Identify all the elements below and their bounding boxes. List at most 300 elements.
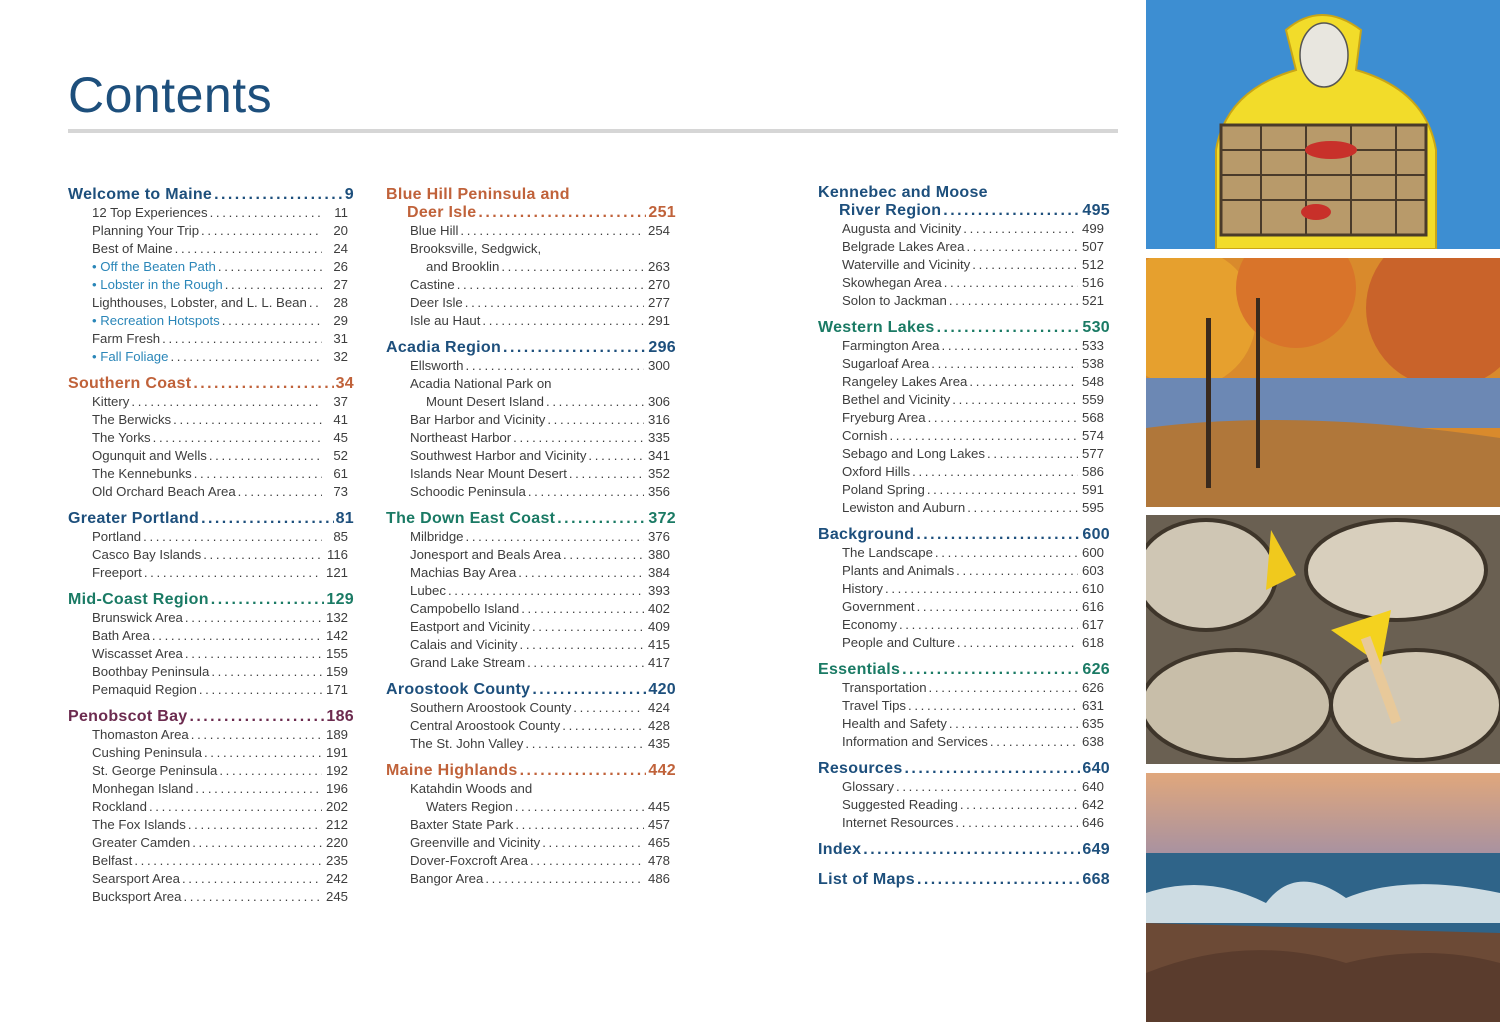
toc-entry[interactable] — [68, 627, 354, 645]
autumn-lake-photo-icon — [1146, 258, 1500, 507]
toc-entry-label: Waterville and Vicinity — [842, 257, 971, 272]
toc-entry-page: 380 — [647, 547, 670, 562]
toc-entry[interactable] — [818, 697, 1110, 715]
toc-entry-page: 635 — [1081, 716, 1104, 731]
section-heading[interactable] — [818, 526, 1110, 544]
toc-entry-line-1[interactable]: Acadia National Park on — [410, 376, 552, 391]
toc-entry-label: Farm Fresh — [92, 331, 161, 346]
section-page-number: 296 — [648, 339, 676, 356]
toc-entry-page: 277 — [647, 295, 670, 310]
toc-entry[interactable] — [68, 564, 354, 582]
toc-entry-label: Schoodic Peninsula — [410, 484, 526, 499]
toc-entry[interactable] — [818, 733, 1110, 751]
toc-entry-label: Best of Maine — [92, 241, 173, 256]
toc-entry[interactable] — [818, 562, 1110, 580]
toc-entry-label: Deer Isle — [410, 295, 463, 310]
toc-entry[interactable] — [68, 393, 354, 411]
toc-section-list-of-maps — [818, 871, 1110, 889]
toc-entry-page: 435 — [647, 736, 670, 751]
dot-leader — [520, 762, 647, 780]
toc-entry-page: 591 — [1081, 482, 1104, 497]
toc-entry-label: Thomaston Area — [92, 727, 189, 742]
dot-leader — [525, 735, 644, 753]
toc-entry-label: St. George Peninsula — [92, 763, 218, 778]
toc-entry[interactable] — [68, 447, 354, 465]
dot-leader — [520, 636, 644, 654]
section-title: Greater Portland — [68, 510, 200, 527]
dot-leader — [515, 816, 644, 834]
toc-entry-label: Grand Lake Stream — [410, 655, 526, 670]
dot-leader — [967, 499, 1078, 517]
toc-entry[interactable] — [68, 204, 354, 222]
dot-leader — [527, 654, 644, 672]
toc-entry-label: Portland — [92, 529, 142, 544]
toc-section-blue-hill-peninsula-and — [386, 186, 676, 330]
toc-entry[interactable] — [386, 618, 676, 636]
dot-leader — [478, 204, 646, 222]
section-title: Aroostook County — [386, 681, 531, 698]
toc-entry[interactable] — [818, 427, 1110, 445]
dot-leader — [219, 762, 322, 780]
dot-leader — [170, 348, 322, 366]
toc-entry-page: 202 — [325, 799, 348, 814]
dot-leader — [972, 256, 1078, 274]
toc-entry-page: 600 — [1081, 545, 1104, 560]
toc-entry[interactable] — [386, 546, 676, 564]
toc-entry-page: 189 — [325, 727, 348, 742]
toc-entry[interactable] — [386, 222, 676, 240]
toc-column-1 — [68, 186, 354, 915]
dot-leader — [896, 778, 1078, 796]
toc-entry-page: 638 — [1081, 734, 1104, 749]
toc-entry-page: 20 — [333, 223, 348, 238]
toc-entry-page: 424 — [647, 700, 670, 715]
section-page-number: 251 — [648, 204, 676, 221]
dot-leader — [929, 679, 1078, 697]
toc-entry[interactable] — [68, 546, 354, 564]
oysters-photo-icon — [1146, 515, 1500, 764]
toc-entry-page: 242 — [325, 871, 348, 886]
dot-leader — [902, 661, 1080, 679]
dot-leader — [573, 699, 644, 717]
section-heading[interactable] — [386, 762, 676, 780]
toc-entry-label: Eastport and Vicinity — [410, 619, 530, 634]
toc-entry[interactable] — [68, 276, 354, 294]
section-heading[interactable] — [68, 186, 354, 204]
dot-leader — [191, 726, 322, 744]
toc-entry-line-1[interactable]: Brooksville, Sedgwick, — [410, 241, 542, 256]
fisherman-illustration-icon — [1146, 0, 1500, 249]
section-title: Essentials — [818, 661, 901, 678]
toc-entry-page: 610 — [1081, 581, 1104, 596]
dot-leader — [546, 393, 644, 411]
toc-entry[interactable] — [68, 330, 354, 348]
toc-entry[interactable] — [386, 798, 676, 816]
toc-entry[interactable] — [818, 778, 1110, 796]
toc-entry-label: Glossary — [842, 779, 895, 794]
section-title-line-1[interactable]: Kennebec and Moose — [818, 184, 988, 201]
section-page-number: 668 — [1082, 871, 1110, 888]
toc-entry-label: Calais and Vicinity — [410, 637, 518, 652]
toc-entry-label: Old Orchard Beach Area — [92, 484, 236, 499]
toc-entry-label: Ogunquit and Wells — [92, 448, 207, 463]
toc-entry[interactable] — [818, 292, 1110, 310]
toc-entry[interactable] — [68, 645, 354, 663]
toc-entry[interactable] — [386, 699, 676, 717]
toc-section-resources — [818, 760, 1110, 832]
section-page-number: 420 — [648, 681, 676, 698]
toc-entry[interactable] — [818, 256, 1110, 274]
toc-entry-page: 352 — [647, 466, 670, 481]
toc-entry[interactable] — [818, 409, 1110, 427]
toc-entry-page: 376 — [647, 529, 670, 544]
toc-entry[interactable] — [818, 499, 1110, 517]
toc-entry-page: 27 — [333, 277, 348, 292]
toc-entry-page: 171 — [325, 682, 348, 697]
toc-entry[interactable] — [68, 294, 354, 312]
toc-entry[interactable] — [386, 600, 676, 618]
toc-entry[interactable] — [68, 429, 354, 447]
dot-leader — [482, 312, 644, 330]
toc-entry[interactable] — [386, 852, 676, 870]
toc-entry-label: Brunswick Area — [92, 610, 183, 625]
dot-leader — [460, 222, 644, 240]
section-heading[interactable] — [386, 510, 676, 528]
dot-leader — [889, 427, 1078, 445]
toc-entry[interactable] — [68, 222, 354, 240]
toc-entry-label: Pemaquid Region — [92, 682, 197, 697]
toc-entry[interactable] — [386, 564, 676, 582]
toc-entry[interactable] — [68, 870, 354, 888]
toc-entry[interactable] — [68, 348, 354, 366]
toc-entry-page: 577 — [1081, 446, 1104, 461]
toc-entry[interactable] — [68, 258, 354, 276]
dot-leader — [908, 697, 1078, 715]
toc-entry-label: Baxter State Park — [410, 817, 514, 832]
toc-entry-label: The Landscape — [842, 545, 933, 560]
toc-entry-label: Bethel and Vicinity — [842, 392, 951, 407]
toc-entry[interactable] — [818, 355, 1110, 373]
dot-leader — [201, 222, 322, 240]
toc-entry-label: Cushing Peninsula — [92, 745, 202, 760]
toc-entry-label: Health and Safety — [842, 716, 947, 731]
dot-leader — [987, 445, 1078, 463]
toc-entry-label: Government — [842, 599, 915, 614]
toc-entry-label: History — [842, 581, 884, 596]
dot-leader — [465, 294, 644, 312]
toc-entry[interactable] — [818, 580, 1110, 598]
section-heading[interactable] — [386, 681, 676, 699]
toc-entry-label: Freeport — [92, 565, 142, 580]
toc-entry-page: 548 — [1081, 374, 1104, 389]
toc-entry[interactable] — [818, 481, 1110, 499]
dot-leader — [955, 814, 1078, 832]
toc-entry[interactable] — [386, 735, 676, 753]
dot-leader — [218, 258, 322, 276]
toc-entry-label: Transportation — [842, 680, 927, 695]
section-heading[interactable] — [68, 591, 354, 609]
toc-entry-page: 574 — [1081, 428, 1104, 443]
dot-leader — [569, 465, 644, 483]
toc-entry[interactable] — [386, 276, 676, 294]
toc-entry-page: 642 — [1081, 797, 1104, 812]
toc-entry-page: 32 — [333, 349, 348, 364]
toc-entry-page: 415 — [647, 637, 670, 652]
section-title: Acadia Region — [386, 339, 502, 356]
toc-entry-page: 516 — [1081, 275, 1104, 290]
toc-section-the-down-east-coast — [386, 510, 676, 672]
toc-entry-page: 335 — [647, 430, 670, 445]
dot-leader — [309, 294, 322, 312]
toc-entry[interactable] — [68, 852, 354, 870]
toc-entry[interactable] — [386, 312, 676, 330]
toc-entry[interactable] — [818, 679, 1110, 697]
toc-entry[interactable] — [386, 483, 676, 501]
section-page-number: 186 — [326, 708, 354, 725]
dot-leader — [521, 600, 644, 618]
toc-entry-page: 220 — [325, 835, 348, 850]
dot-leader — [530, 852, 644, 870]
section-title: Welcome to Maine — [68, 186, 213, 203]
section-title-line-2: River Region — [839, 202, 942, 219]
section-title: Index — [818, 841, 862, 858]
toc-entry-page: 646 — [1081, 815, 1104, 830]
section-heading[interactable] — [818, 661, 1110, 679]
toc-entry-page: 486 — [647, 871, 670, 886]
toc-entry-page: 235 — [325, 853, 348, 868]
toc-entry[interactable] — [386, 870, 676, 888]
toc-entry-page: 196 — [325, 781, 348, 796]
section-title: Southern Coast — [68, 375, 192, 392]
toc-column-2 — [386, 186, 676, 897]
toc-entry[interactable] — [386, 717, 676, 735]
dot-leader — [185, 609, 322, 627]
section-heading[interactable] — [818, 319, 1110, 337]
toc-entry[interactable] — [68, 744, 354, 762]
section-title: Mid-Coast Region — [68, 591, 209, 608]
toc-entry[interactable] — [386, 816, 676, 834]
toc-entry[interactable] — [68, 528, 354, 546]
toc-entry-label: Rangeley Lakes Area — [842, 374, 968, 389]
toc-entry-page: 586 — [1081, 464, 1104, 479]
toc-entry[interactable] — [68, 240, 354, 258]
toc-entry-label: Isle au Haut — [410, 313, 481, 328]
toc-section-welcome-to-maine — [68, 186, 354, 366]
toc-section-background — [818, 526, 1110, 652]
toc-entry-page: 29 — [333, 313, 348, 328]
toc-entry[interactable] — [386, 258, 676, 276]
toc-entry-page: 45 — [333, 430, 348, 445]
toc-entry-page: 617 — [1081, 617, 1104, 632]
toc-entry[interactable] — [68, 726, 354, 744]
toc-entry[interactable] — [68, 312, 354, 330]
section-page-number: 600 — [1082, 526, 1110, 543]
toc-entry-label: 12 Top Experiences — [92, 205, 208, 220]
section-page-number: 9 — [344, 186, 354, 203]
toc-entry[interactable] — [68, 483, 354, 501]
dot-leader — [503, 339, 646, 357]
toc-entry[interactable] — [386, 411, 676, 429]
toc-section-acadia-region — [386, 339, 676, 501]
dot-leader — [931, 355, 1078, 373]
dot-leader — [214, 186, 343, 204]
toc-entry[interactable] — [818, 373, 1110, 391]
toc-entry[interactable] — [818, 220, 1110, 238]
section-page-number: 442 — [648, 762, 676, 779]
toc-entry-label: Oxford Hills — [842, 464, 911, 479]
toc-entry-page: 73 — [333, 484, 348, 499]
toc-entry[interactable] — [68, 663, 354, 681]
dot-leader — [563, 546, 644, 564]
toc-entry[interactable] — [818, 463, 1110, 481]
toc-entry[interactable] — [68, 888, 354, 906]
toc-entry-label: Poland Spring — [842, 482, 925, 497]
toc-entry[interactable] — [386, 465, 676, 483]
toc-entry-page: 409 — [647, 619, 670, 634]
toc-entry[interactable] — [386, 393, 676, 411]
toc-entry-label: Southwest Harbor and Vicinity — [410, 448, 587, 463]
toc-entry[interactable] — [386, 357, 676, 375]
dot-leader — [190, 708, 325, 726]
section-heading[interactable] — [68, 510, 354, 528]
toc-entry[interactable] — [818, 796, 1110, 814]
toc-entry-label: Solon to Jackman — [842, 293, 947, 308]
dot-leader — [528, 483, 644, 501]
section-heading[interactable] — [818, 871, 1110, 889]
toc-entry[interactable] — [68, 816, 354, 834]
toc-entry-label: The Yorks — [92, 430, 151, 445]
section-heading[interactable] — [818, 202, 1110, 220]
toc-entry[interactable] — [818, 544, 1110, 562]
toc-entry-label: Farmington Area — [842, 338, 940, 353]
toc-entry[interactable] — [68, 834, 354, 852]
toc-entry[interactable] — [818, 274, 1110, 292]
toc-entry-page: 631 — [1081, 698, 1104, 713]
toc-entry-page: 356 — [647, 484, 670, 499]
toc-entry[interactable] — [386, 582, 676, 600]
toc-entry-line-1[interactable]: Katahdin Woods and — [410, 781, 533, 796]
toc-entry-label: Blue Hill — [410, 223, 459, 238]
dot-leader — [225, 276, 322, 294]
toc-entry-label: Bar Harbor and Vicinity — [410, 412, 546, 427]
toc-entry-label: Machias Bay Area — [410, 565, 517, 580]
toc-entry-label: Planning Your Trip — [92, 223, 200, 238]
section-heading[interactable] — [818, 760, 1110, 778]
toc-entry[interactable] — [818, 391, 1110, 409]
dot-leader — [927, 481, 1078, 499]
toc-entry-page: 28 — [333, 295, 348, 310]
dot-leader — [466, 528, 644, 546]
toc-entry[interactable] — [68, 780, 354, 798]
toc-entry-page: 533 — [1081, 338, 1104, 353]
toc-entry-label: Economy — [842, 617, 897, 632]
toc-entry-label: Central Aroostook County — [410, 718, 561, 733]
section-heading[interactable] — [68, 375, 354, 393]
toc-entry-page: 155 — [325, 646, 348, 661]
toc-entry[interactable] — [386, 294, 676, 312]
dot-leader — [501, 258, 644, 276]
section-title-line-2: Deer Isle — [407, 204, 477, 221]
toc-entry[interactable] — [68, 609, 354, 627]
toc-entry-label: Belgrade Lakes Area — [842, 239, 965, 254]
section-title: Western Lakes — [818, 319, 935, 336]
toc-entry[interactable] — [386, 636, 676, 654]
toc-entry-label: Monhegan Island — [92, 781, 194, 796]
toc-entry[interactable] — [818, 598, 1110, 616]
toc-entry[interactable] — [68, 465, 354, 483]
dot-leader — [199, 681, 322, 699]
toc-entry-page: 402 — [647, 601, 670, 616]
toc-entry[interactable] — [386, 834, 676, 852]
dot-leader — [466, 357, 645, 375]
dot-leader — [532, 618, 644, 636]
toc-entry[interactable] — [386, 528, 676, 546]
toc-entry[interactable] — [818, 445, 1110, 463]
toc-entry-page: 417 — [647, 655, 670, 670]
section-heading[interactable] — [386, 204, 676, 222]
toc-entry[interactable] — [818, 337, 1110, 355]
toc-entry-label: Belfast — [92, 853, 133, 868]
toc-entry-page: 61 — [333, 466, 348, 481]
toc-entry[interactable] — [818, 238, 1110, 256]
toc-entry-label: People and Culture — [842, 635, 955, 650]
dot-leader — [966, 238, 1078, 256]
toc-entry[interactable] — [386, 429, 676, 447]
dot-leader — [949, 292, 1078, 310]
toc-section-kennebec-and-moose — [818, 184, 1110, 310]
section-page-number: 495 — [1082, 202, 1110, 219]
toc-entry-label: Sebago and Long Lakes — [842, 446, 985, 461]
toc-section-essentials — [818, 661, 1110, 751]
toc-entry-label: and Brooklin — [426, 259, 500, 274]
toc-section-maine-highlands — [386, 762, 676, 888]
title-rule — [68, 129, 1118, 133]
toc-entry-label: Travel Tips — [842, 698, 906, 713]
dot-leader — [944, 274, 1078, 292]
section-title: Resources — [818, 760, 903, 777]
toc-entry[interactable] — [818, 634, 1110, 652]
toc-entry-page: 116 — [326, 547, 348, 562]
dot-leader — [905, 760, 1081, 778]
section-page-number: 649 — [1082, 841, 1110, 858]
dot-leader — [515, 798, 644, 816]
toc-entry[interactable] — [818, 715, 1110, 733]
dot-leader — [175, 240, 322, 258]
toc-entry[interactable] — [818, 616, 1110, 634]
toc-entry[interactable] — [386, 447, 676, 465]
toc-entry-page: 121 — [325, 565, 348, 580]
toc-entry-label: Islands Near Mount Desert — [410, 466, 567, 481]
section-heading[interactable] — [68, 708, 354, 726]
toc-entry-label: Casco Bay Islands — [92, 547, 202, 562]
toc-entry[interactable] — [68, 798, 354, 816]
toc-entry[interactable] — [818, 814, 1110, 832]
section-heading[interactable] — [818, 841, 1110, 859]
toc-entry-page: 31 — [333, 331, 348, 346]
toc-entry-label: Castine — [410, 277, 455, 292]
toc-entry[interactable] — [386, 654, 676, 672]
toc-entry[interactable] — [68, 762, 354, 780]
dot-leader — [557, 510, 646, 528]
toc-entry-page: 41 — [333, 412, 348, 427]
toc-entry-label: Suggested Reading — [842, 797, 958, 812]
dot-leader — [547, 411, 644, 429]
toc-entry[interactable] — [68, 411, 354, 429]
section-heading[interactable] — [386, 339, 676, 357]
toc-entry[interactable] — [68, 681, 354, 699]
dot-leader — [885, 580, 1078, 598]
section-title-line-1[interactable]: Blue Hill Peninsula and — [386, 186, 570, 203]
